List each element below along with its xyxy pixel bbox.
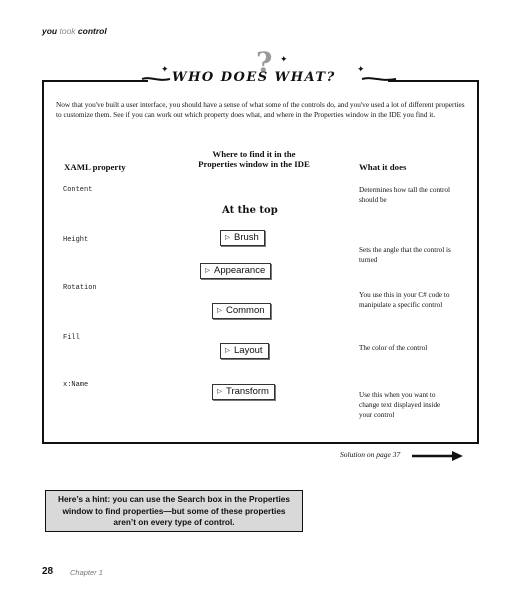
description-height: Determines how tall the control should be — [359, 186, 451, 204]
exercise-title: WHO DOES WHAT? — [172, 70, 336, 85]
expand-triangle-icon: ▷ — [225, 347, 230, 354]
location-appearance: ▷ Appearance — [200, 263, 271, 279]
intro-paragraph: Now that you've built a user interface, you should have a sense of what some of the controls do, and you've used a lot of different properties to customize them. See if you can work out which property does what, and where in the Properties window in the IDE you find it. — [56, 100, 465, 119]
arrow-right-icon — [412, 450, 464, 462]
description-rotation: Sets the angle that the control is turned — [359, 246, 451, 264]
expand-triangle-icon: ▷ — [217, 388, 222, 395]
sparkle-icon: ✦ — [357, 64, 365, 74]
location-common: ▷ Common — [212, 303, 271, 319]
running-head-took: took — [59, 26, 76, 36]
header-where-to-find: Where to find it in the Properties window in the IDE — [198, 149, 310, 169]
property-content: Content — [63, 186, 93, 194]
solution-reference: Solution on page 37 — [340, 450, 401, 459]
question-mark-icon: ? — [256, 46, 273, 79]
description-content: Use this when you want to change text displayed inside your control — [359, 391, 441, 419]
expand-triangle-icon: ▷ — [225, 234, 230, 241]
header-what-it-does: What it does — [359, 162, 407, 172]
chapter-label: Chapter 1 — [70, 568, 103, 577]
expand-triangle-icon: ▷ — [205, 267, 210, 274]
hint-box: Here’s a hint: you can use the Search box in the Properties window to find properties—but some of these properties aren’t on every type of control. — [45, 490, 303, 532]
property-rotation: Rotation — [63, 284, 97, 292]
description-fill: The color of the control — [359, 344, 428, 352]
sparkle-icon: ✦ — [161, 64, 169, 74]
property-x-name: x:Name — [63, 381, 89, 389]
page-number: 28 — [42, 566, 54, 577]
location-layout: ▷ Layout — [220, 343, 269, 359]
property-height: Height — [63, 236, 89, 244]
running-head: you took control — [42, 26, 107, 36]
location-transform: ▷ Transform — [212, 384, 275, 400]
location-brush: ▷ Brush — [220, 230, 265, 246]
sparkle-icon: ✦ — [280, 54, 288, 64]
description-x-name: You use this in your C# code to manipulate a specific control — [359, 291, 450, 309]
expand-triangle-icon: ▷ — [217, 307, 222, 314]
at-the-top-label: At the top — [222, 205, 278, 216]
property-fill: Fill — [63, 334, 80, 342]
header-xaml-property: XAML property — [64, 162, 126, 172]
